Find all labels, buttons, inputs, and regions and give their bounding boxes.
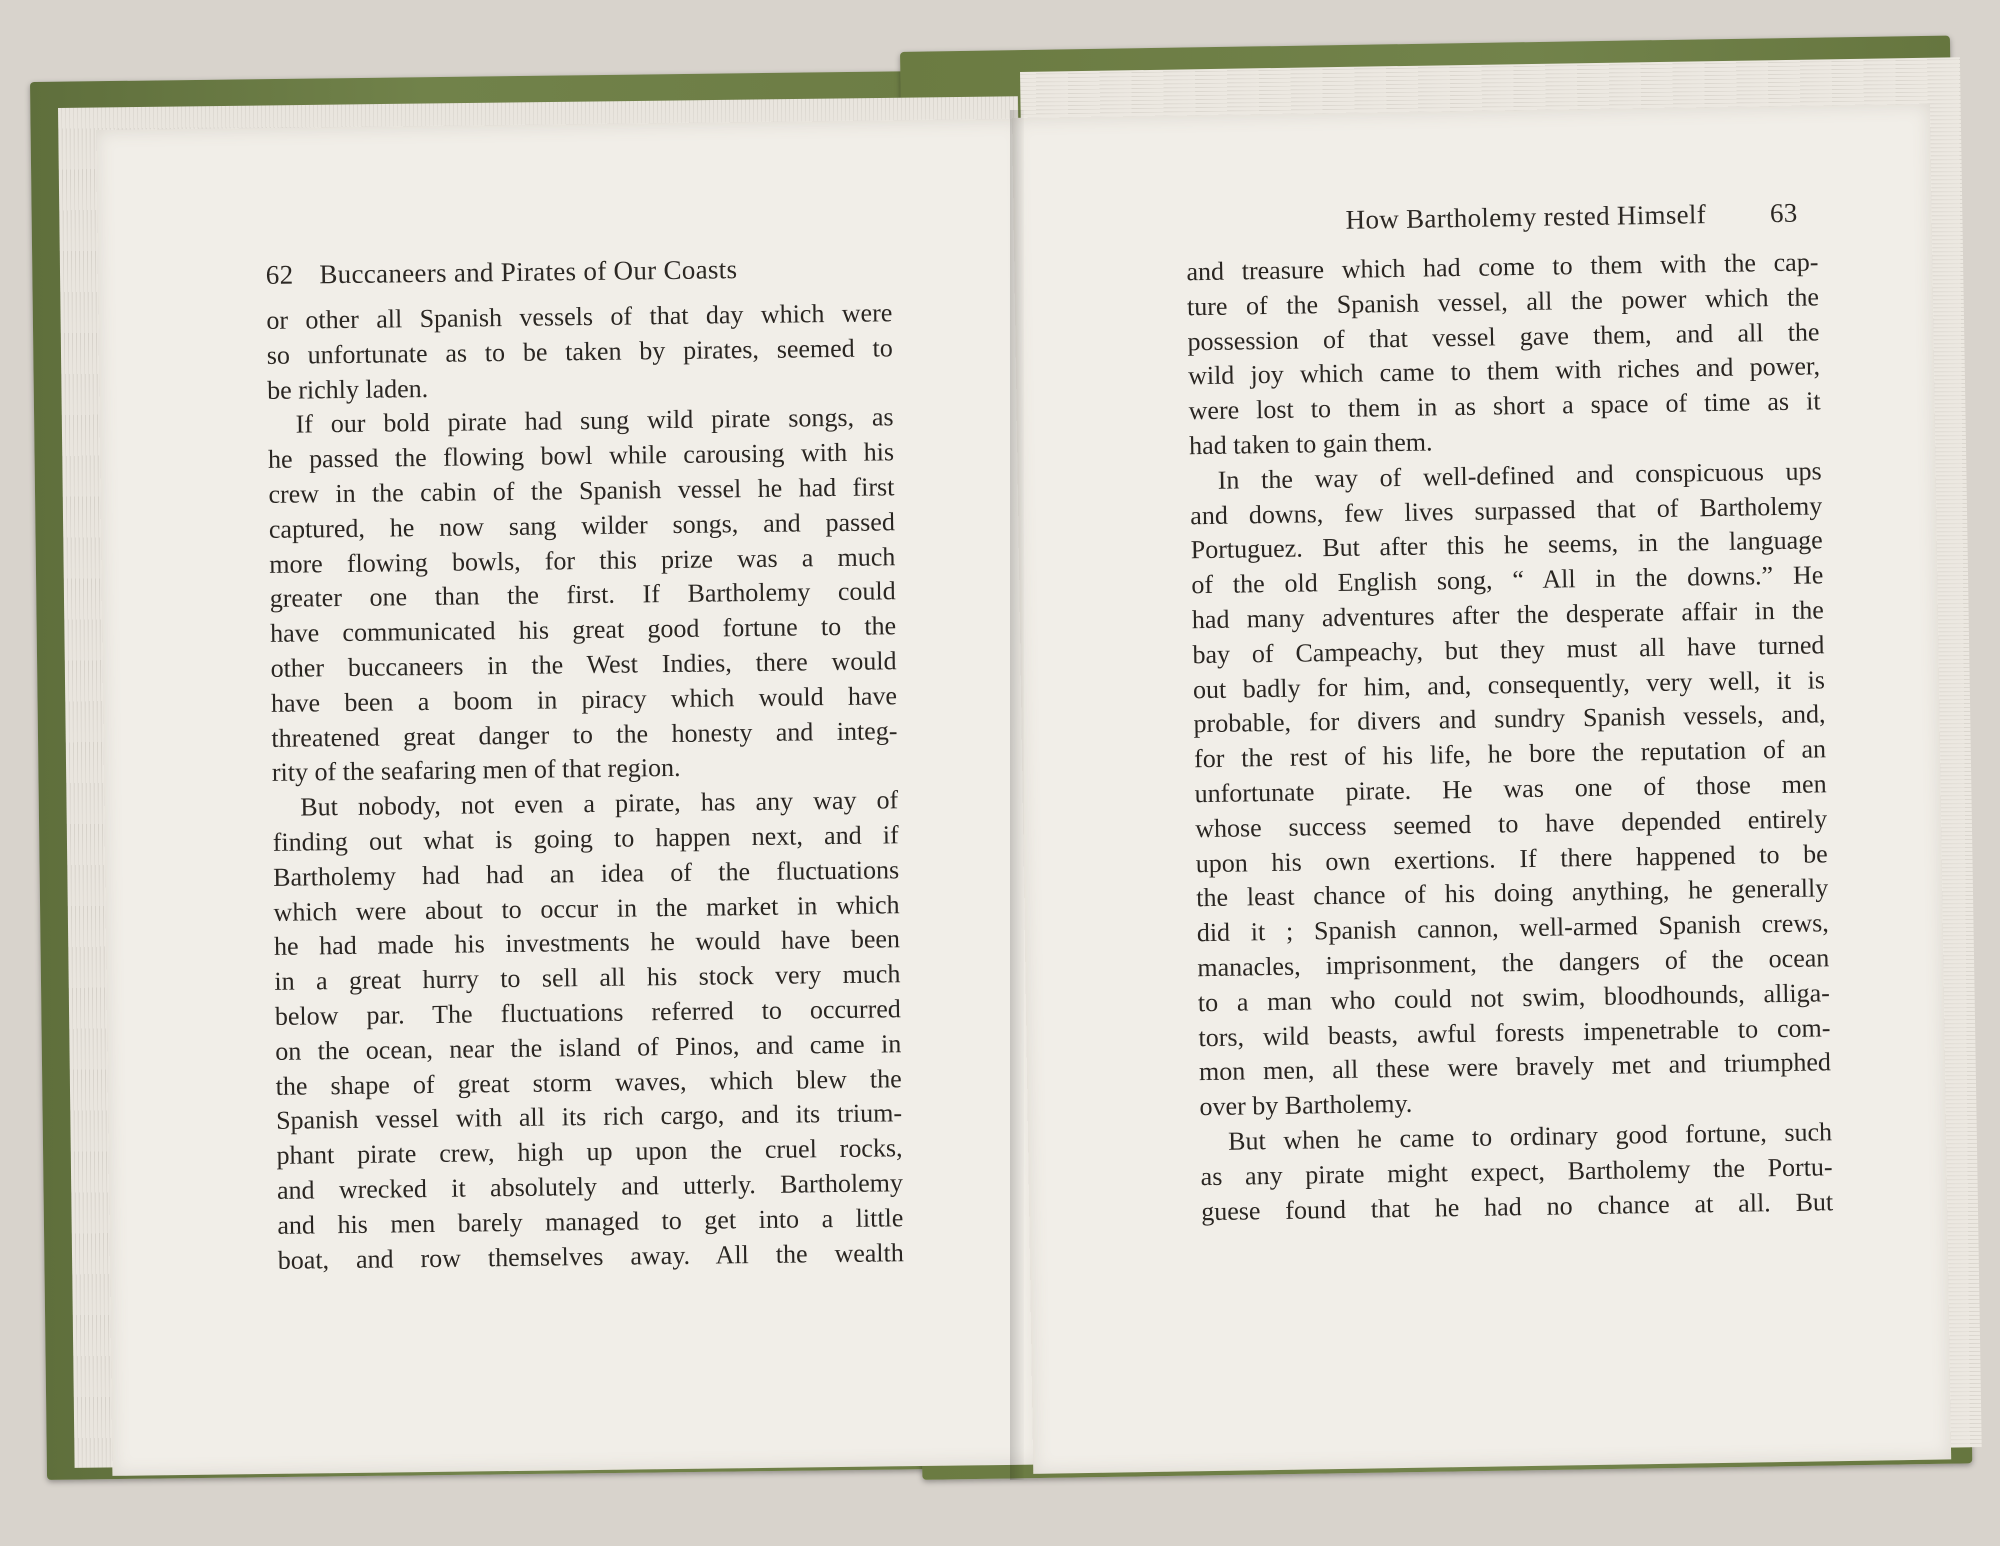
text-line: rity of the seafaring men of that region. <box>271 753 681 788</box>
right-page <box>1012 104 1951 1474</box>
text-line: had many adventures after the desperate affair in the <box>1191 595 1825 635</box>
left-page-body <box>266 296 904 1278</box>
text-line: which were about to occur in the market in which <box>273 889 900 927</box>
text-line: and his men barely managed to get into a little <box>277 1202 904 1240</box>
text-line: have communicated his great good fortune to the <box>269 611 897 649</box>
text-line: finding out what is going to happen next, and if <box>272 820 899 857</box>
text-line: upon his own exertions. If there happened to be <box>1195 838 1828 878</box>
text-line: unfortunate pirate. He was one of those men <box>1194 769 1827 809</box>
text-line: over by Bartholemy. <box>1199 1088 1413 1122</box>
text-line: other buccaneers in the West Indies, there would <box>270 646 897 683</box>
text-line: to a man who could not swim, bloodhounds, alliga- <box>1197 977 1831 1017</box>
text-line: Spanish vessel with all its rich cargo, and its trium- <box>275 1098 903 1136</box>
left-page <box>96 119 1040 1476</box>
text-line: captured, he now sang wilder songs, and passed <box>268 507 896 544</box>
text-line: or other all Spanish vessels of that day which were <box>266 298 893 335</box>
text-line: But when he came to ordinary good fortune, such <box>1227 1117 1833 1156</box>
text-line: crew in the cabin of the Spanish vessel he had first <box>268 472 895 509</box>
text-line: whose success seemed to have depended entirely <box>1194 804 1828 843</box>
text-line: But nobody, not even a pirate, has any way of <box>300 785 899 822</box>
right-page-header <box>1227 198 1797 238</box>
text-line: he had made his investments he would have been <box>273 924 901 962</box>
text-line: possession of that vessel gave them, and all the <box>1187 316 1820 356</box>
text-line: below par. The fluctuations referred to occurred <box>274 994 901 1031</box>
text-line: mon men, all these were bravely met and triumphed <box>1198 1047 1832 1087</box>
text-line: and downs, few lives surpassed that of Bartholemy <box>1190 490 1823 530</box>
left-page-header <box>266 253 826 291</box>
text-line: did it ; Spanish cannon, well-armed Spanish crews, <box>1196 908 1829 948</box>
book-gutter <box>1010 110 1024 1480</box>
right-page-body <box>1186 245 1833 1229</box>
text-line: In the way of well-defined and conspicuous ups <box>1217 456 1822 495</box>
text-line: guese found that he had no chance at all. But <box>1200 1186 1834 1226</box>
text-line: probable, for divers and sundry Spanish vessels, and, <box>1193 699 1826 739</box>
text-line: ture of the Spanish vessel, all the power which the <box>1186 282 1820 322</box>
text-line: tors, wild beasts, awful forests impenetrable to com- <box>1198 1012 1831 1052</box>
text-line: wild joy which came to them with riches and power, <box>1187 351 1821 391</box>
text-line: the shape of great storm waves, which blew the <box>275 1063 902 1101</box>
text-line: have been a boom in piracy which would have <box>270 681 898 718</box>
text-line: more flowing bowls, for this prize was a much <box>269 541 896 579</box>
text-line: bay of Campeachy, but they must all have turned <box>1192 630 1825 669</box>
text-line: be richly laden. <box>267 373 429 405</box>
text-line: boat, and row themselves away. All the wealth <box>277 1237 904 1275</box>
text-line: manacles, imprisonment, the dangers of the ocean <box>1197 943 1830 983</box>
left-page-number: 62 <box>265 259 294 290</box>
text-line: of the old English song, “ All in the downs.” He <box>1191 560 1824 600</box>
right-running-head: How Bartholemy rested Himself <box>1345 199 1707 235</box>
text-line: phant pirate crew, high up upon the cruel rocks, <box>276 1133 903 1170</box>
text-line: and treasure which had come to them with the cap- <box>1186 247 1819 287</box>
left-running-head: Buccaneers and Pirates of Our Coasts <box>319 254 738 290</box>
right-page-number: 63 <box>1769 197 1798 229</box>
text-line: as any pirate might expect, Bartholemy the Portu- <box>1200 1151 1833 1191</box>
text-line: and wrecked it absolutely and utterly. Bartholemy <box>276 1168 904 1205</box>
text-line: were lost to them in as short a space of time as it <box>1188 386 1821 426</box>
text-line: the least chance of his doing anything, he generally <box>1196 873 1829 913</box>
text-line: threatened great danger to the honesty and integ- <box>271 715 898 753</box>
text-line: greater one than the first. If Bartholemy could <box>269 576 896 614</box>
text-line: If our bold pirate had sung wild pirate songs, as <box>295 402 894 439</box>
text-line: he passed the flowing bowl while carousing with his <box>267 437 895 475</box>
text-line: had taken to gain them. <box>1188 427 1433 461</box>
text-line: on the ocean, near the island of Pinos, and came in <box>275 1028 902 1066</box>
text-line: for the rest of his life, he bore the reputation of an <box>1193 734 1827 774</box>
text-line: in a great hurry to sell all his stock very much <box>274 959 901 997</box>
text-line: so unfortunate as to be taken by pirates, seemed to <box>266 333 893 370</box>
text-line: out badly for him, and, consequently, very well, it is <box>1192 664 1826 704</box>
text-line: Portuguez. But after this he seems, in the language <box>1190 525 1823 565</box>
text-line: Bartholemy had had an idea of the fluctuations <box>272 854 900 892</box>
